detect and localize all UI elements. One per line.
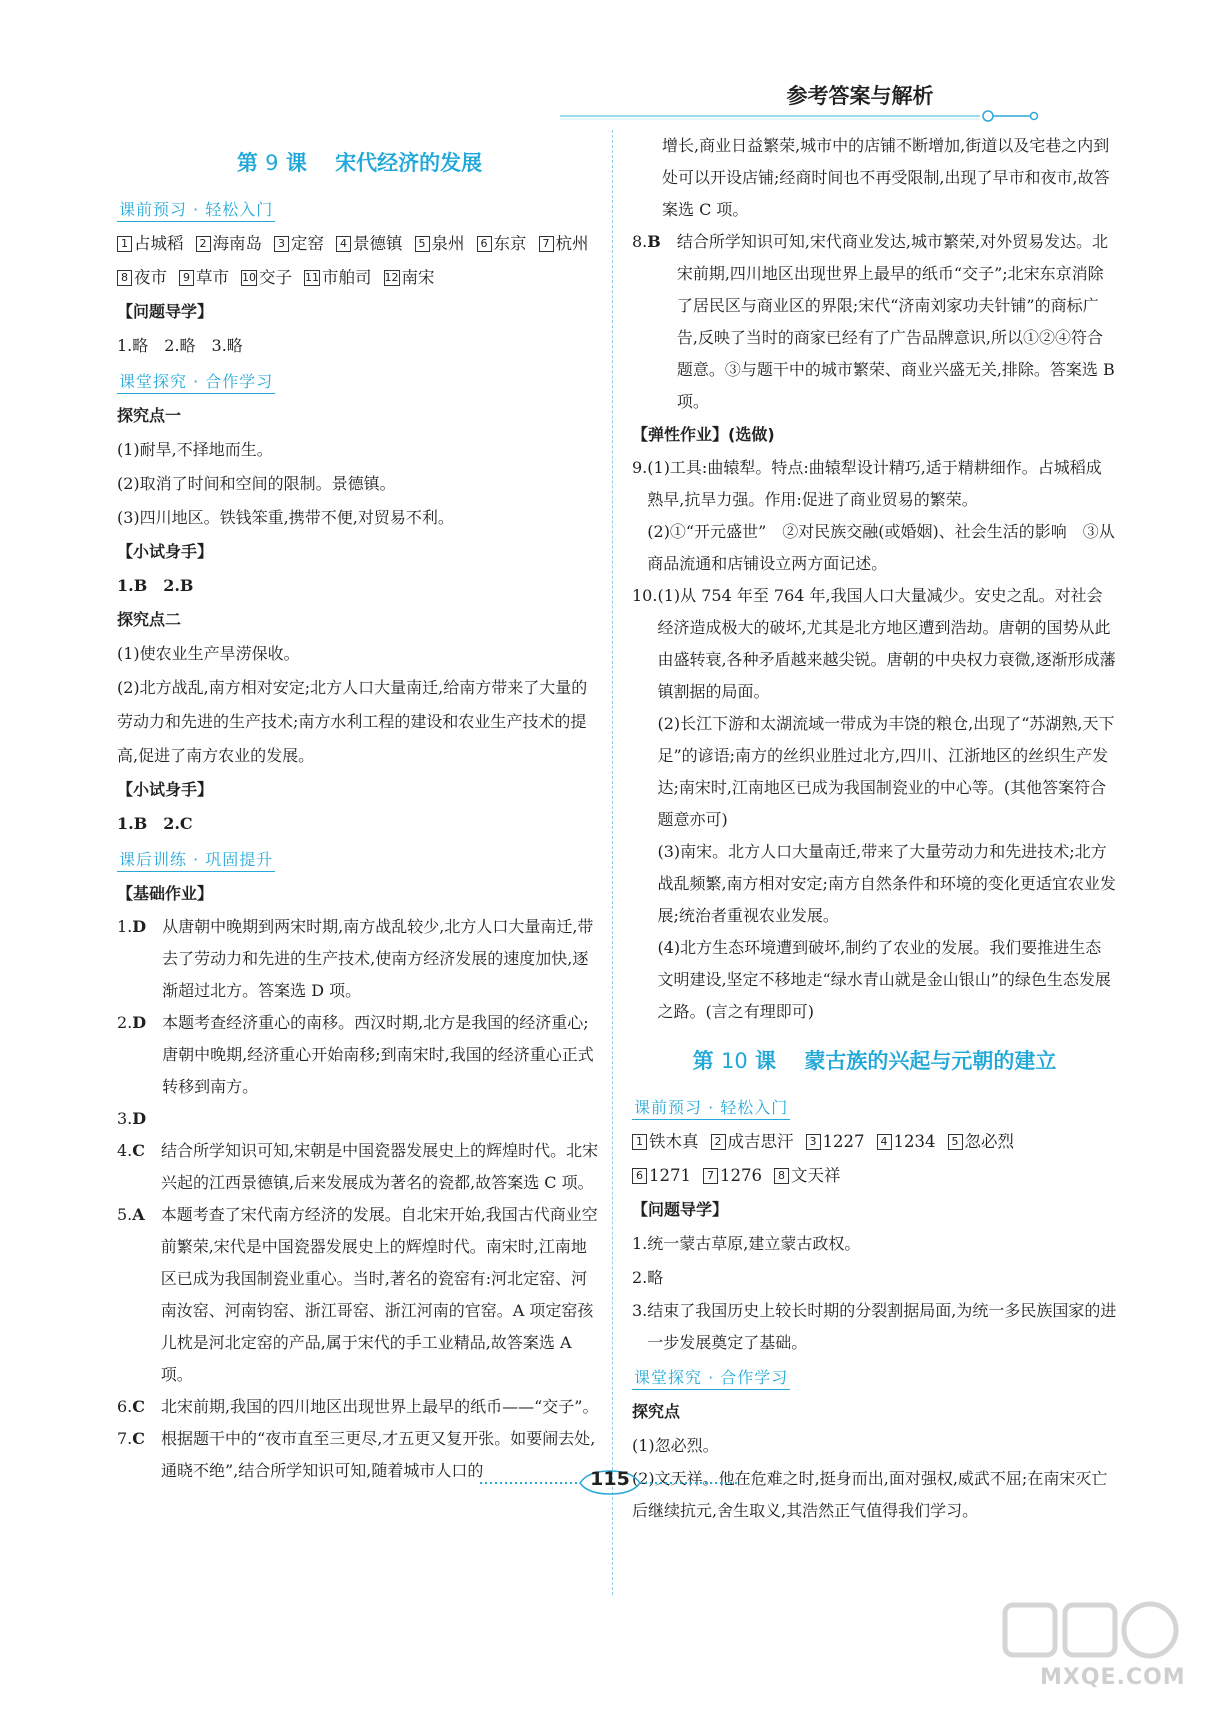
wenti-line: 2.略 — [632, 1268, 664, 1287]
term-text: 1234 — [893, 1132, 936, 1151]
term-item — [632, 1159, 691, 1193]
term-item — [806, 1125, 865, 1159]
number-box: 7 — [539, 236, 554, 252]
term-text: 占城稻 — [134, 234, 184, 253]
tanxing-header: 【弹性作业】(选做) — [632, 425, 775, 444]
number-box: 5 — [948, 1134, 963, 1150]
term-text: 成吉思汗 — [727, 1132, 794, 1151]
preview-terms — [117, 227, 602, 295]
wenti-answers: 1.略 2.略 3.略 — [117, 336, 243, 355]
term-item — [384, 261, 435, 295]
answer-number: 6.C — [117, 1397, 145, 1416]
term-item — [877, 1125, 936, 1159]
answer-number: 2.D — [117, 1013, 147, 1032]
xiaoshi-header: 【小试身手】 — [117, 542, 214, 561]
term-text: 定窑 — [291, 234, 324, 253]
number-box: 10 — [242, 271, 256, 284]
wenti-header: 【问题导学】 — [632, 1200, 729, 1219]
term-item — [477, 227, 527, 261]
term-item — [711, 1125, 794, 1159]
term-item — [415, 227, 465, 261]
term-item — [632, 1125, 699, 1159]
section-preview: 课前预习 · 轻松入门 — [632, 1095, 790, 1120]
answer-item: 8.B 结合所学知识可知,宋代商业发达,城市繁荣,对外贸易发达。北宋前期,四川地区出现世界上最早的纸币“交子”;北宋东京消除了居民区与商业区的界限;宋代“济南刘家功夫针铺”的商标广告,反映了当时的商家已经有了广告品牌意识,所以①②④符合题意。③与题干中的城市繁荣、商业兴盛无关,排除。答案选 B 项。 — [632, 232, 1115, 411]
number-box: 6 — [632, 1168, 647, 1184]
term-text: 1276 — [720, 1166, 762, 1185]
number-box: 2 — [196, 236, 211, 252]
jichu-header: 【基础作业】 — [117, 884, 214, 903]
lesson-9-title: 第 9 课 宋代经济的发展 — [236, 151, 483, 175]
answer-text: 根据题干中的“夜市直至三更尽,才五更又复开张。如要闹去处,通晓不绝”,结合所学知识可知,随着城市人口的 — [161, 1429, 596, 1480]
answer-item — [117, 1391, 602, 1423]
term-text: 文天祥 — [791, 1166, 841, 1185]
explore1-line: (1)耐旱,不择地而生。 — [117, 440, 273, 459]
term-text: 杭州 — [555, 234, 589, 253]
term-text: 忽必烈 — [964, 1132, 1014, 1151]
preview-terms-row2 — [632, 1159, 1117, 1193]
xiaoshi-answers: 1.B 2.B — [117, 576, 194, 595]
answer-text: 从唐朝中晚期到两宋时期,南方战乱较少,北方人口大量南迁,带去了劳动力和先进的生产技术,使南方经济发展的速度加快,逐渐超过北方。答案选 D 项。 — [162, 917, 594, 1000]
answer-item — [117, 1103, 602, 1135]
explore-line: (2)文天祥。他在危难之时,挺身而出,面对强权,威武不屈;在南宋灭亡后继续抗元,舍生取义,其浩然正气值得我们学习。 — [632, 1469, 1108, 1520]
term-text: 景德镇 — [353, 234, 403, 253]
number-box: 8 — [774, 1168, 789, 1184]
term-item — [274, 227, 324, 261]
answer-text: 北宋前期,我国的四川地区出现世界上最早的纸币——“交子”。 — [161, 1397, 599, 1416]
number-box: 1 — [632, 1134, 647, 1150]
number-box: 3 — [806, 1134, 821, 1150]
answer-10: 10. (1)从 754 年至 764 年,我国人口大量减少。安史之乱。对社会经济造成极大的破坏,尤其是北方地区遭到浩劫。唐朝的国势从此由盛转衰,各种矛盾越来越尖锐。唐朝的中央权力衰微,逐渐形成藩镇割据的局面。 (2)长江下游和太湖流域一带成为丰饶的粮仓,出现了“苏湖熟,天下足”的谚语;南方的丝织业胜过北方,四川、江浙地区的丝织生产发达;南宋时,江南地区已成为我国制瓷业的中心等。(其他答案符合题意亦可) (3)南宋。北方人口大量南迁,带来了大量劳动力和先进技术;北方战乱频繁,南方相对安定;南方自然条件和环境的变化更适宜农业发展;统治者重视农业发展。 (4)北方生态环境遭到破坏,制约了农业的发展。我们要推进生态文明建设,坚定不移地走“绿水青山就是金山银山”的绿色生态发展之路。(言之有理即可) — [632, 586, 1116, 1021]
number-box: 4 — [336, 236, 351, 252]
number-box: 3 — [274, 236, 289, 252]
page-number: 115 — [480, 1465, 740, 1495]
term-item — [241, 261, 292, 295]
term-text: 交子 — [259, 268, 292, 287]
explore-point-1: 探究点一 — [117, 406, 182, 425]
number-box: 5 — [415, 236, 430, 252]
xiaoshi-answers: 1.B 2.C — [117, 814, 193, 833]
right-column — [632, 130, 1117, 1527]
number-box: 2 — [711, 1134, 726, 1150]
term-item — [304, 261, 372, 295]
explore-line: (1)忽必烈。 — [632, 1436, 719, 1455]
answer-list — [117, 911, 602, 1487]
term-text: 东京 — [493, 234, 527, 253]
answer-text: 本题考查经济重心的南移。西汉时期,北方是我国的经济重心;唐朝中晚期,经济重心开始南移;到南宋时,我国的经济重心正式转移到南方。 — [162, 1013, 594, 1096]
preview-terms-row1 — [632, 1125, 1117, 1159]
wenti-header: 【问题导学】 — [117, 302, 214, 321]
term-item — [196, 227, 263, 261]
term-item — [179, 261, 229, 295]
term-text: 铁木真 — [649, 1132, 699, 1151]
header-decoration — [560, 110, 1140, 122]
lesson-10-title: 第 10 课 蒙古族的兴起与元朝的建立 — [692, 1049, 1057, 1073]
term-item — [948, 1125, 1015, 1159]
answer-number: 3.D — [117, 1109, 147, 1128]
answer-number: 7.C — [117, 1429, 145, 1448]
answer-text: 结合所学知识可知,宋朝是中国瓷器发展史上的辉煌时代。北宋兴起的江西景德镇,后来发展成为著名的瓷都,故答案选 C 项。 — [161, 1141, 599, 1192]
term-text: 1271 — [649, 1166, 691, 1185]
term-text: 海南岛 — [212, 234, 262, 253]
watermark-logo-icon — [1000, 1595, 1200, 1665]
wenti-line: 1.统一蒙古草原,建立蒙古政权。 — [632, 1234, 861, 1253]
number-box: 7 — [703, 1168, 718, 1184]
xiaoshi-header: 【小试身手】 — [117, 780, 214, 799]
section-explore: 课堂探究 · 合作学习 — [117, 369, 275, 394]
wenti-3: 3. 结束了我国历史上较长时期的分裂割据局面,为统一多民族国家的进一步发展奠定了基础。 — [632, 1301, 1117, 1352]
section-practice: 课后训练 · 巩固提升 — [117, 847, 275, 872]
answer-text: 本题考查了宋代南方经济的发展。自北宋开始,我国古代商业空前繁荣,宋代是中国瓷器发展史上的辉煌时代。南宋时,江南地区已成为我国制瓷业重心。当时,著名的瓷窑有:河北定窑、河南汝窑、河南钧窑、浙江哥窑、浙江河南的官窑。A 项定窑孩儿枕是河北定窑的产品,属于宋代的手工业精品,故答案选 A 项。 — [160, 1205, 598, 1384]
term-item — [336, 227, 403, 261]
number-box: 12 — [384, 271, 399, 284]
term-text: 市舶司 — [322, 268, 372, 287]
answer-7-continued: 增长,商业日益繁荣,城市中的店铺不断增加,街道以及宅巷之内到处可以开设店铺;经商时间也不再受限制,出现了早市和夜市,故答案选 C 项。 — [662, 136, 1110, 219]
column-divider — [612, 130, 613, 1595]
answer-number: 1.D — [117, 917, 147, 936]
term-item — [703, 1159, 762, 1193]
page-header-title: 参考答案与解析 — [786, 84, 934, 108]
left-column — [117, 130, 602, 1487]
explore-point: 探究点 — [632, 1402, 681, 1421]
term-item — [117, 227, 184, 261]
term-item — [539, 227, 589, 261]
answer-item — [117, 1135, 602, 1199]
number-box: 6 — [477, 236, 492, 252]
answer-number: 4.C — [117, 1141, 145, 1160]
answer-item — [117, 1007, 602, 1103]
section-explore: 课堂探究 · 合作学习 — [632, 1365, 790, 1390]
answer-text — [162, 1103, 602, 1135]
term-text: 1227 — [822, 1132, 865, 1151]
number-box: 4 — [877, 1134, 892, 1150]
watermark: MXQE.COM — [1000, 1595, 1200, 1705]
answer-number: 5.A — [117, 1205, 145, 1224]
term-item — [117, 261, 167, 295]
explore1-line: (3)四川地区。铁钱笨重,携带不便,对贸易不利。 — [117, 508, 454, 527]
term-text: 夜市 — [134, 268, 167, 287]
term-text: 南宋 — [401, 268, 435, 287]
number-box: 8 — [117, 270, 132, 286]
term-text: 泉州 — [431, 234, 465, 253]
answer-item — [117, 911, 602, 1007]
section-preview: 课前预习 · 轻松入门 — [117, 197, 275, 222]
answer-item — [117, 1199, 602, 1391]
explore2-line: (1)使农业生产旱涝保收。 — [117, 644, 300, 663]
term-item — [774, 1159, 841, 1193]
explore-point-2: 探究点二 — [117, 610, 182, 629]
number-box: 9 — [179, 270, 194, 286]
answer-9: 9. (1)工具:曲辕犁。特点:曲辕犁设计精巧,适于精耕细作。占城稻成熟早,抗旱力强。作用:促进了商业贸易的繁荣。 (2)①“开元盛世” ②对民族交融(或婚姻)、社会生活的影响 ③从商品流通和店铺设立两方面记述。 — [632, 458, 1115, 573]
number-box: 11 — [305, 271, 319, 284]
explore1-line: (2)取消了时间和空间的限制。景德镇。 — [117, 474, 396, 493]
explore2-line: (2)北方战乱,南方相对安定;北方人口大量南迁,给南方带来了大量的劳动力和先进的生产技术;南方水利工程的建设和农业生产技术的提高,促进了南方农业的发展。 — [117, 678, 588, 765]
term-text: 草市 — [196, 268, 229, 287]
number-box: 1 — [117, 236, 132, 252]
